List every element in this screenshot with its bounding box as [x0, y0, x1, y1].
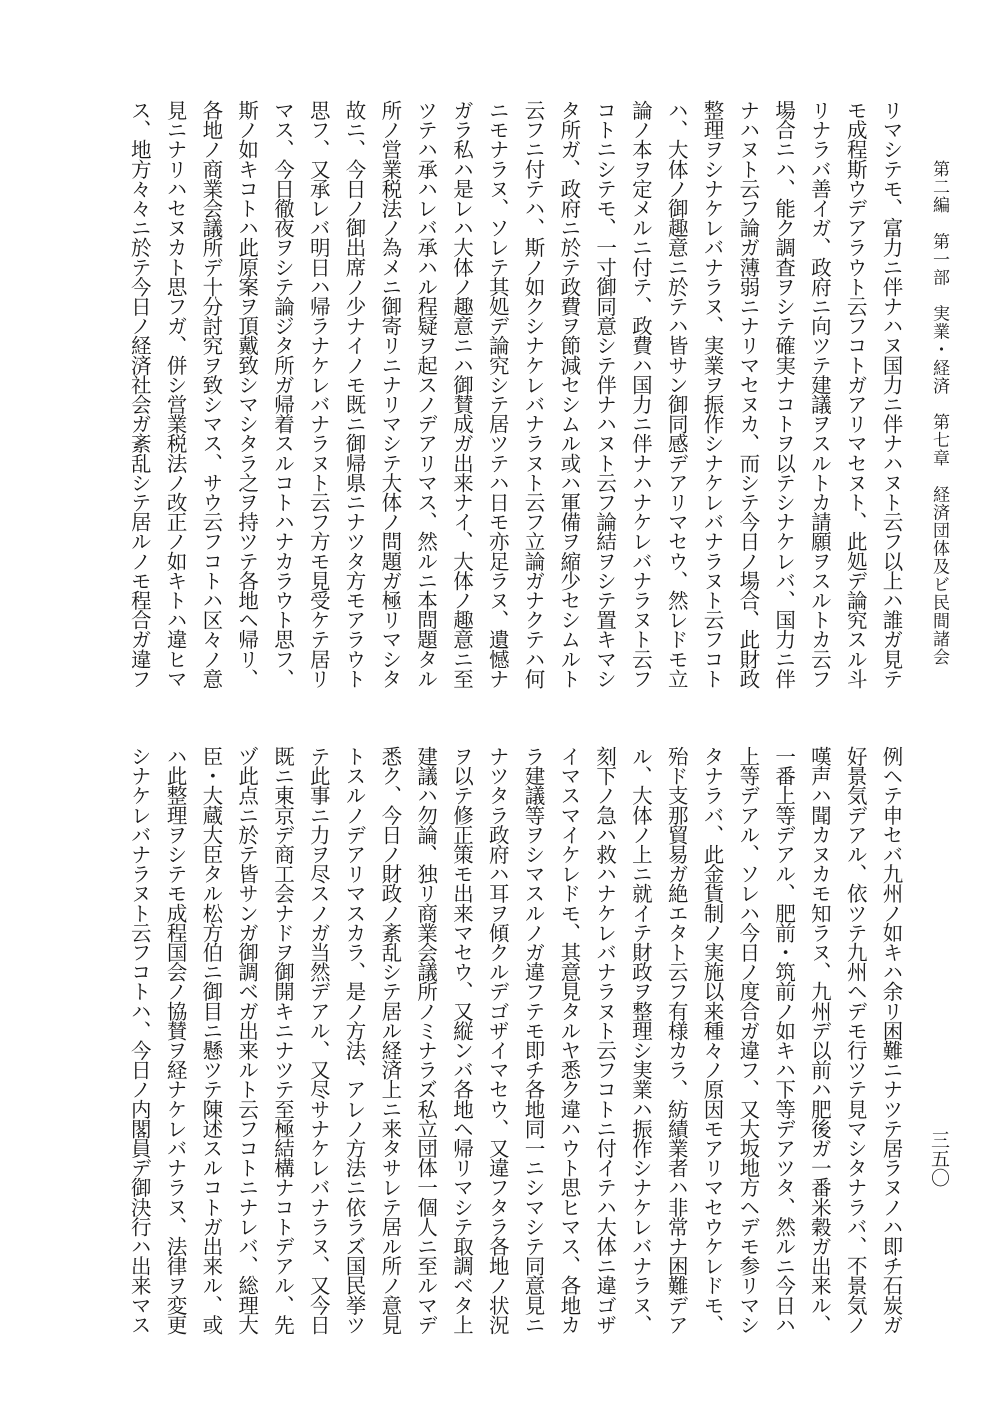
text-column: ニモナラヌ、ソレテ其処デ論究シテ居ツテハ日モ亦足ラヌ、遺憾ナ [485, 100, 510, 689]
running-head: 第二編 第一部 実業・経済 第七章 経済団体及ビ民間諸会 [929, 160, 949, 665]
text-column: ガラ私ハ是レハ大体ノ趣意ニハ御賛成ガ出来ナイ、大体ノ趣意ニ至 [449, 100, 474, 689]
text-column: ハ、大体ノ御趣意ニ於テハ皆サン御同感デアリマセウ、然レドモ立 [664, 100, 689, 689]
text-column: ラ建議等ヲシマスルノガ違フテモ即チ各地同一ニシマシテ同意見ニ [521, 746, 546, 1335]
text-column: ハ此整理ヲシテモ成程国会ノ協賛ヲ経ナケレバナラヌ、法律ヲ変更 [163, 746, 188, 1335]
text-column: コトニシテモ、一寸御同意シテ伴ナハヌト云フ論結ヲシテ置キマシ [592, 100, 617, 689]
page-number: 三五〇 [928, 1130, 950, 1187]
text-column: 建議ハ勿論、独リ商業会議所ノミナラズ私立団体一個人ニ至ルマデ [413, 746, 438, 1335]
text-column: リマシテモ、富力ニ伴ナハヌ国力ニ伴ナハヌト云フ以上ハ誰ガ見テ [879, 100, 903, 689]
lower-text-block [68, 746, 908, 1335]
text-column: タ所ガ、政府ニ於テ政費ヲ節減セシムル或ハ軍備ヲ縮少セシムルト [556, 100, 581, 689]
text-column: 殆ド支那貿易ガ絶エタト云フ有様カラ、紡績業者ハ非常ナ困難デア [664, 746, 689, 1335]
text-column: 論ノ本ヲ定メルニ付テ、政費ハ国力ニ伴ナハナケレバナラヌト云フ [628, 100, 653, 689]
text-column: ヅ此点ニ於テ皆サンガ御調ベガ出来ルト云フコトニナレバ、総理大 [234, 746, 259, 1335]
text-column: テ此事ニ力ヲ尽スノガ当然デアル、又尽サナケレバナラヌ、又今日 [306, 746, 331, 1335]
text-column: 一番上等デアル、肥前・筑前ノ如キハ下等デアツタ、然ルニ今日ハ [771, 746, 796, 1335]
text-column: 刻下ノ急ハ救ハナケレバナラヌト云フコトニ付イテハ大体ニ違ゴザ [592, 746, 617, 1335]
text-column: 所ノ営業税法ノ為メニ御寄リニナリマシテ大体ノ問題ガ極リマシタ [377, 100, 402, 689]
text-column: 見ニナリハセヌカト思フガ、併シ営業税法ノ改正ノ如キトハ違ヒマ [163, 100, 188, 689]
text-column: 悉ク、今日ノ財政ノ紊乱シテ居ル経済上ニ来タサレテ居ル所ノ意見 [377, 746, 402, 1335]
text-column: トスルノデアリマスカラ、是ノ方法、アレノ方法ニ依ラズ国民挙ツ [342, 746, 367, 1335]
text-column: ナツタラ政府ハ耳ヲ傾クルデゴザイマセウ、又違フタラ各地ノ状況 [485, 746, 510, 1335]
text-column: 各地ノ商業会議所デ十分討究ヲ致シマス、サウ云フコトハ区々ノ意 [198, 100, 223, 689]
text-column: 既ニ東京デ商工会ナドヲ御開キニナツテ至極結構ナコトデアル、先 [270, 746, 295, 1335]
text-column: シナケレバナラヌト云フコトハ、今日ノ内閣員デ御決行ハ出来マス [127, 746, 152, 1335]
text-column: ヲ以テ修正策モ出来マセウ、又縦ンバ各地ヘ帰リマシテ取調ベタ上 [449, 746, 474, 1335]
text-column: ス、地方々々ニ於テ今日ノ経済社会ガ紊乱シテ居ルノモ程合ガ違フ [127, 100, 152, 689]
text-column: 整理ヲシナケレバナラヌ、実業ヲ振作シナケレバナラヌト云フコト [700, 100, 725, 689]
text-column: 場合ニハ、能ク調査ヲシテ確実ナコトヲ以テシナケレバ、国力ニ伴 [771, 100, 796, 689]
text-column: ツテハ承ハレバ承ハル程疑ヲ起スノデアリマス、然ルニ本問題タル [413, 100, 438, 689]
text-column: 嘆声ハ聞カヌカモ知ラヌ、九州デ以前ハ肥後ガ一番米穀ガ出来ル、 [807, 746, 832, 1335]
text-column: イマスマイケレドモ、其意見タルヤ悉ク違ハウト思ヒマス、各地カ [556, 746, 581, 1335]
text-column: モ成程斯ウデアラウト云フコトガアリマセヌト、此処デ論究スル斗 [843, 100, 868, 689]
text-column: タナラバ、此金貨制ノ実施以来種々ノ原因モアリマセウケレドモ、 [700, 746, 725, 1335]
text-column: マス、今日徹夜ヲシテ論ジタ所ガ帰着スルコトハナカラウト思フ、 [270, 100, 295, 689]
text-column: 思フ、又承レバ明日ハ帰ラナケレバナラヌト云フ方モ見受ケテ居リ [306, 100, 331, 689]
text-column: 臣・大蔵大臣タル松方伯ニ御目ニ懸ツテ陳述スルコトガ出来ル、或 [198, 746, 223, 1335]
text-column: 好景気デアル、依ツテ九州ヘデモ行ツテ見マシタナラバ、不景気ノ [843, 746, 868, 1335]
text-column: 上等デアル、ソレハ今日ノ度合ガ違フ、又大坂地方ヘデモ参リマシ [735, 746, 760, 1335]
text-column: 云フニ付テハ、斯ノ如クシナケレバナラヌト云フ立論ガナクテハ何 [521, 100, 546, 689]
text-column: 斯ノ如キコトハ此原案ヲ頂戴致シマシタラ之ヲ持ツテ各地ヘ帰リ、 [234, 100, 259, 689]
text-column: 故ニ、今日ノ御出席ノ少ナイノモ既ニ御帰県ニナツタ方モアラウト [342, 100, 367, 689]
text-column: 例ヘテ申セバ九州ノ如キハ余リ困難ニナツテ居ラヌノハ即チ石炭ガ [879, 746, 903, 1335]
text-column: ル、大体ノ上ニ就イテ財政ヲ整理シ実業ハ振作シナケレバナラヌ、 [628, 746, 653, 1335]
upper-text-block [68, 100, 908, 689]
text-column: ナハヌト云フ論ガ薄弱ニナリマセヌカ、而シテ今日ノ場合、此財政 [735, 100, 760, 689]
text-column: リナラバ善イガ、政府ニ向ツテ建議ヲスルトカ請願ヲスルトカ云フ [807, 100, 832, 689]
